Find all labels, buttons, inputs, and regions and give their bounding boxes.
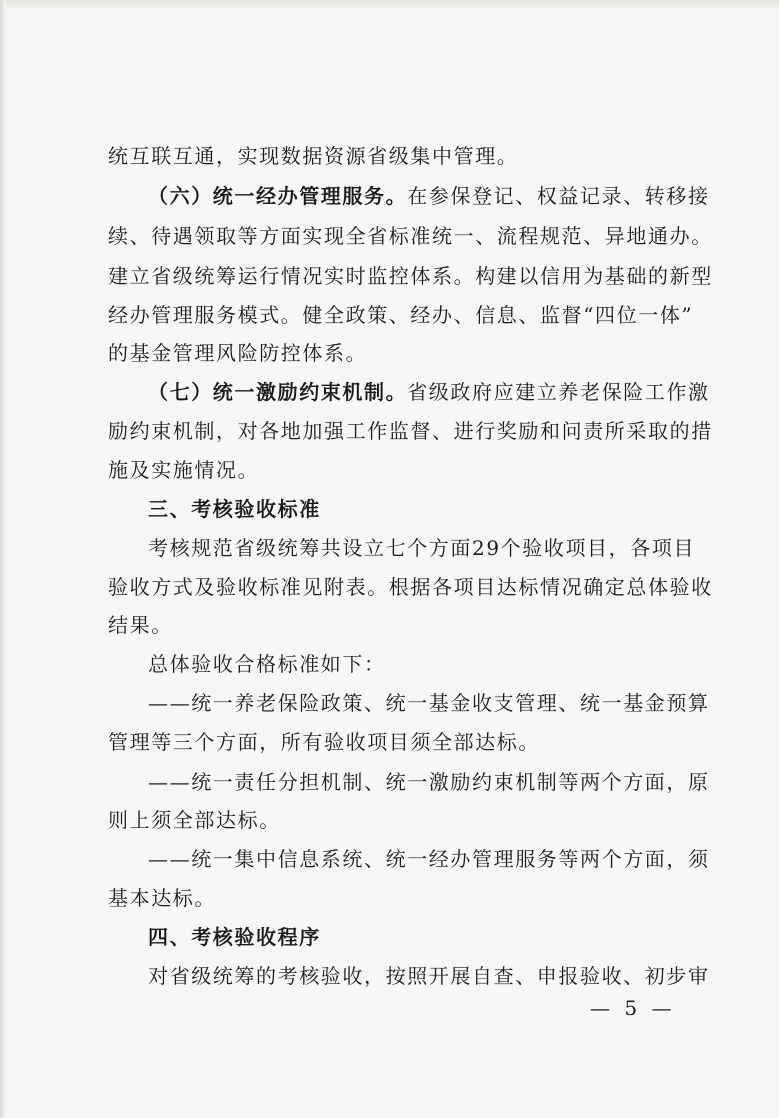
text-line: 对省级统筹的考核验收，按照开展自查、申报验收、初步审 bbox=[148, 964, 710, 988]
text-line: 基本达标。 bbox=[108, 886, 216, 910]
text-line: ——统一集中信息系统、统一经办管理服务等两个方面，须 bbox=[148, 847, 710, 871]
text-line: 励约束机制，对各地加强工作监督、进行奖励和问责所采取的措 bbox=[108, 419, 713, 443]
text-line: 总体验收合格标准如下： bbox=[148, 652, 386, 676]
text-line: ——统一养老保险政策、统一基金收支管理、统一基金预算 bbox=[148, 691, 710, 715]
scan-top-shadow bbox=[0, 0, 779, 10]
text-line: 统互联互通，实现数据资源省级集中管理。 bbox=[108, 144, 519, 168]
text-line: 建立省级统筹运行情况实时监控体系。构建以信用为基础的新型 bbox=[108, 264, 713, 288]
section-seven-heading: （七）统一激励约束机制。 bbox=[148, 380, 408, 404]
text-line: 则上须全部达标。 bbox=[108, 808, 281, 832]
text-line: 续、待遇领取等方面实现全省标准统一、流程规范、异地通办。 bbox=[108, 224, 713, 248]
text-line: 施及实施情况。 bbox=[108, 458, 260, 482]
paragraph-six bbox=[148, 181, 710, 211]
text-line: 管理等三个方面，所有验收项目须全部达标。 bbox=[108, 730, 540, 754]
section-three-heading: 三、考核验收标准 bbox=[148, 497, 321, 521]
section-four-heading: 四、考核验收程序 bbox=[148, 925, 321, 949]
text-run: 省级政府应建立养老保险工作激 bbox=[407, 380, 710, 404]
paragraph-seven bbox=[148, 377, 710, 407]
text-line: 结果。 bbox=[108, 613, 173, 637]
scan-left-shadow bbox=[0, 0, 6, 1118]
text-line: 验收方式及验收标准见附表。根据各项目达标情况确定总体验收 bbox=[108, 575, 713, 599]
text-run: 在参保登记、权益记录、转移接 bbox=[407, 184, 710, 208]
section-six-heading: （六）统一经办管理服务。 bbox=[148, 184, 408, 208]
text-line: ——统一责任分担机制、统一激励约束机制等两个方面，原 bbox=[148, 770, 710, 794]
page-number: — 5 — bbox=[590, 996, 676, 1020]
text-line: 经办管理服务模式。健全政策、经办、信息、监督“四位一体” bbox=[108, 303, 694, 327]
text-line: 考核规范省级统筹共设立七个方面29个验收项目，各项目 bbox=[148, 536, 696, 560]
text-line: 的基金管理风险防控体系。 bbox=[108, 341, 368, 365]
